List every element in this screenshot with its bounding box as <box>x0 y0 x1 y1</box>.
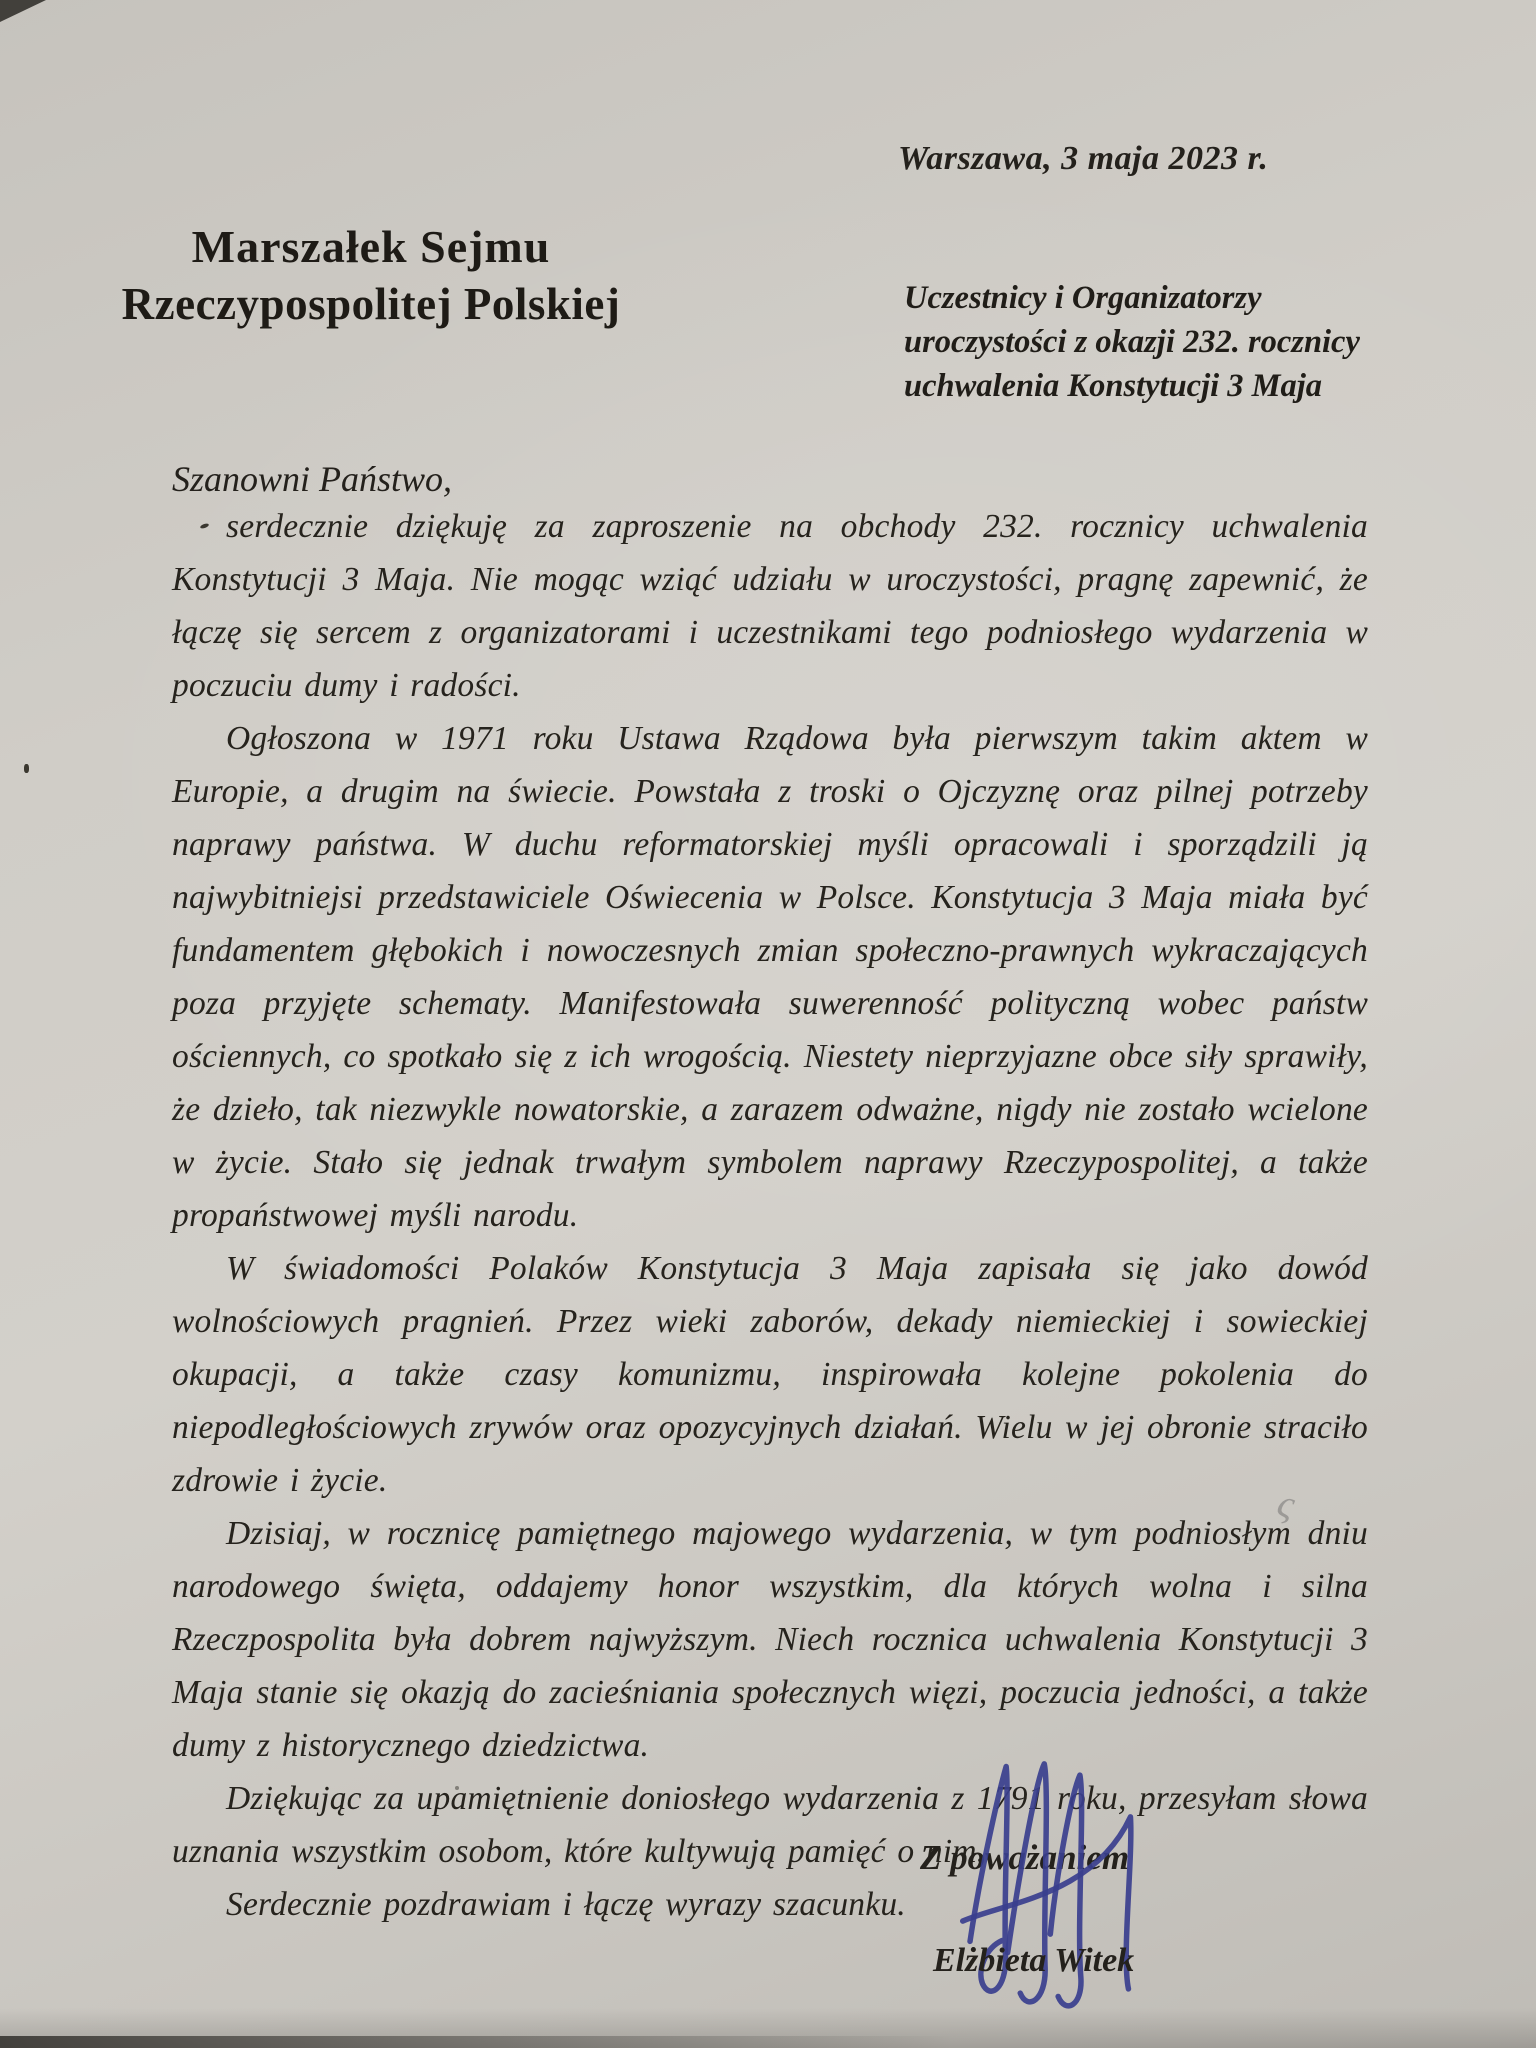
pencil-mark: ς <box>1273 1479 1299 1528</box>
date-line: Warszawa, 3 maja 2023 r. <box>898 140 1269 177</box>
addressee-line: uchwalenia Konstytucji 3 Maja <box>904 368 1323 404</box>
addressee-block <box>904 276 1374 408</box>
closing-phrase: Z poważaniem <box>920 1838 1130 1877</box>
signature-name: Elżbieta Witek <box>933 1942 1135 1979</box>
addressee-line: uroczystości z okazji 232. rocznicy <box>904 324 1360 360</box>
body-paragraph: Dzisiaj, w rocznicę pamiętnego majowego wydarzenia, w tym podniosłym dniu narodowego święta, oddajemy honor wszystkim, dla których wolna i silna Rzeczpospolita była dobrem najwyższym. Niech rocznica uchwalenia Konstytucji 3 Maja stanie się okazją do zacieśniania społecznych więzi, poczucia jedności, a także dumy z historycznego dziedzictwa. <box>172 1515 1368 1764</box>
body-paragraph: Serdecznie pozdrawiam i łączę wyrazy szacunku. <box>226 1886 906 1923</box>
body-paragraph: Dziękując za upamiętnienie doniosłego wydarzenia z 1791 roku, przesyłam słowa uznania wszystkim osobom, które kultywują pamięć o nim. <box>172 1780 1368 1870</box>
scan-corner-artifact <box>0 0 46 22</box>
scan-speck <box>24 764 29 773</box>
letter-body <box>172 500 1368 1931</box>
letterhead-subtitle: Rzeczypospolitej Polskiej <box>121 279 621 329</box>
body-paragraph: W świadomości Polaków Konstytucja 3 Maja zapisała się jako dowód wolnościowych pragnień. Przez wieki zaborów, dekady niemieckiej i sowieckiej okupacji, a także czasy komunizmu, inspirowała kolejne pokolenia do niepodległościowych zrywów oraz opozycyjnych działań. Wielu w jej obronie straciło zdrowie i życie. <box>172 1250 1368 1499</box>
addressee-line: Uczestnicy i Organizatorzy <box>904 280 1262 316</box>
letterhead-title: Marszałek Sejmu <box>191 221 551 272</box>
body-paragraph: Ogłoszona w 1971 roku Ustawa Rządowa była pierwszym takim aktem w Europie, a drugim na świecie. Powstała z troski o Ojczyznę oraz pilnej potrzeby naprawy państwa. W duchu reformatorskiej myśli opracowali i sporządzili ją najwybitniejsi przedstawiciele Oświecenia w Polsce. Konstytucja 3 Maja miała być fundamentem głębokich i nowoczesnych zmian społeczno-prawnych wykraczających poza przyjęte schematy. Manifestowała suwerenność polityczną wobec państw ościennych, co spotkało się z ich wrogością. Niestety nieprzyjazne obce siły sprawiły, że dzieło, tak niezwykle nowatorskie, a zarazem odważne, nigdy nie zostało wcielone w życie. Stało się jednak trwałym symbolem naprawy Rzeczypospolitej, a także propaństwowej myśli narodu. <box>172 720 1368 1234</box>
salutation: Szanowni Państwo, <box>172 459 453 499</box>
letterhead <box>118 218 624 332</box>
body-paragraph: serdecznie dziękuję za zaproszenie na obchody 232. rocznicy uchwalenia Konstytucji 3 Maja. Nie mogąc wziąć udziału w uroczystości, pragnę zapewnić, że łączę się sercem z organizatorami i uczestnikami tego podniosłego wydarzenia w poczuciu dumy i radości. <box>172 508 1368 704</box>
scan-bottom-edge <box>0 2036 952 2048</box>
handwritten-signature <box>937 1748 1156 2023</box>
